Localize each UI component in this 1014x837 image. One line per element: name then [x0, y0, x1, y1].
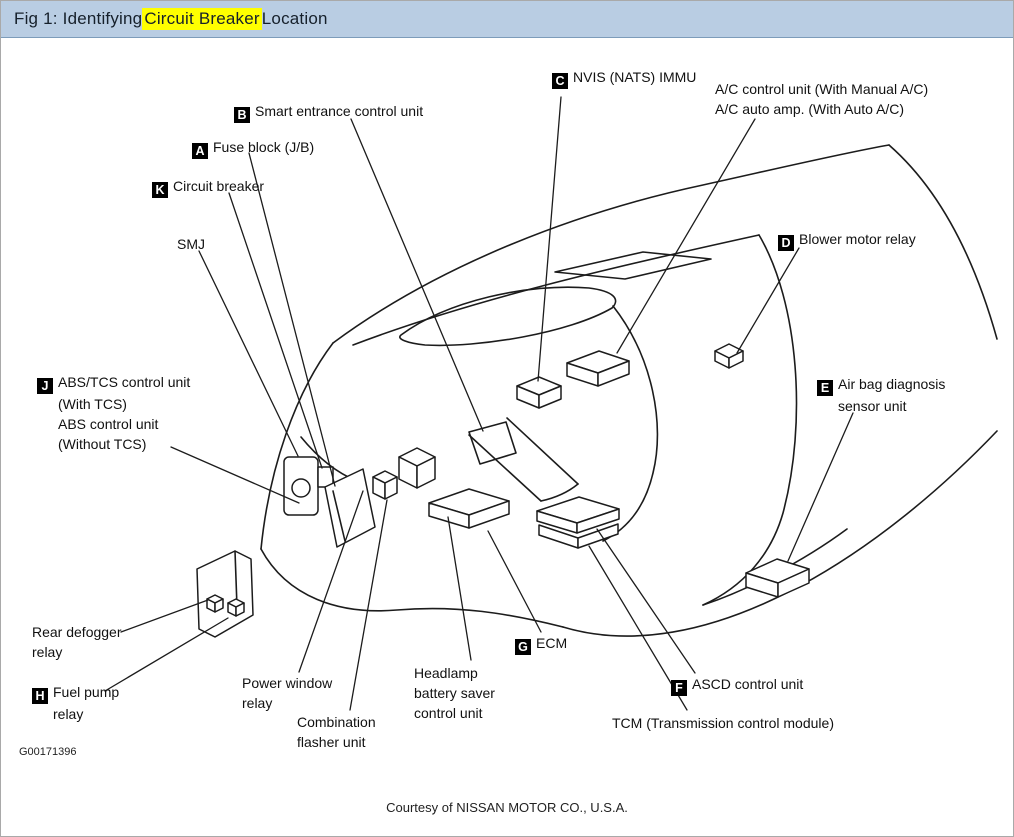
label-text: Air bag diagnosis — [838, 376, 946, 392]
figure-title-highlight: Circuit Breaker — [144, 9, 260, 28]
label-airbag-sensor — [817, 374, 945, 416]
label-ac-control — [715, 79, 928, 119]
label-text: relay — [32, 644, 63, 660]
label-smj — [177, 234, 205, 254]
marker-d: D — [778, 235, 794, 251]
label-text: Combination — [297, 714, 376, 730]
label-tcm — [612, 713, 834, 733]
label-power-window-relay — [242, 673, 332, 713]
label-text: SMJ — [177, 236, 205, 252]
label-text: ECM — [536, 635, 568, 651]
label-text: sensor unit — [838, 398, 907, 414]
label-text: Power window — [242, 675, 333, 691]
label-text: battery saver — [414, 685, 495, 701]
label-text: Circuit breaker — [173, 178, 265, 194]
marker-e: E — [817, 380, 833, 396]
marker-k: K — [152, 182, 168, 198]
marker-h: H — [32, 688, 48, 704]
label-text: Headlamp — [414, 665, 478, 681]
label-fuel-pump-relay — [32, 682, 119, 724]
marker-g: G — [515, 639, 531, 655]
marker-j: J — [37, 378, 53, 394]
figure-code: G00171396 — [19, 746, 77, 758]
label-text: (With TCS) — [58, 396, 127, 412]
figure-title-prefix: Fig 1: Identifying — [14, 9, 143, 28]
label-text: Blower motor relay — [799, 231, 916, 247]
label-text: Fuel pump — [53, 684, 120, 700]
label-text: A/C auto amp. (With Auto A/C) — [715, 101, 905, 117]
label-ascd-control — [671, 674, 803, 696]
label-text: ABS/TCS control unit — [58, 374, 191, 390]
label-text: control unit — [414, 705, 483, 721]
label-text: A/C control unit (With Manual A/C) — [715, 81, 929, 97]
label-fuse-block — [192, 137, 314, 159]
label-abs-control — [37, 372, 190, 454]
courtesy-note: Courtesy of NISSAN MOTOR CO., U.S.A. — [386, 800, 628, 815]
component-boxes — [197, 344, 809, 637]
label-blower-motor-relay — [778, 229, 916, 251]
label-nvis-immu — [552, 67, 696, 89]
label-text: relay — [242, 695, 273, 711]
marker-f: F — [671, 680, 687, 696]
label-text: flasher unit — [297, 734, 366, 750]
label-text: Smart entrance control unit — [255, 103, 424, 119]
label-text: relay — [53, 706, 84, 722]
marker-b: B — [234, 107, 250, 123]
label-ecm — [515, 633, 567, 655]
label-circuit-breaker — [152, 176, 264, 198]
label-combination-flasher — [297, 712, 376, 752]
label-text: ABS control unit — [58, 416, 159, 432]
label-headlamp-saver — [414, 663, 495, 723]
label-text: ASCD control unit — [692, 676, 804, 692]
label-text: (Without TCS) — [58, 436, 147, 452]
figure-titlebar — [1, 1, 1013, 38]
label-text: Fuse block (J/B) — [213, 139, 315, 155]
marker-a: A — [192, 143, 208, 159]
label-text: Rear defogger — [32, 624, 122, 640]
marker-c: C — [552, 73, 568, 89]
label-text: TCM (Transmission control module) — [612, 715, 834, 731]
label-smart-entrance — [234, 101, 423, 123]
figure-title-suffix: Location — [261, 9, 328, 28]
label-rear-defogger-relay — [32, 622, 122, 662]
label-text: NVIS (NATS) IMMU — [573, 69, 697, 85]
